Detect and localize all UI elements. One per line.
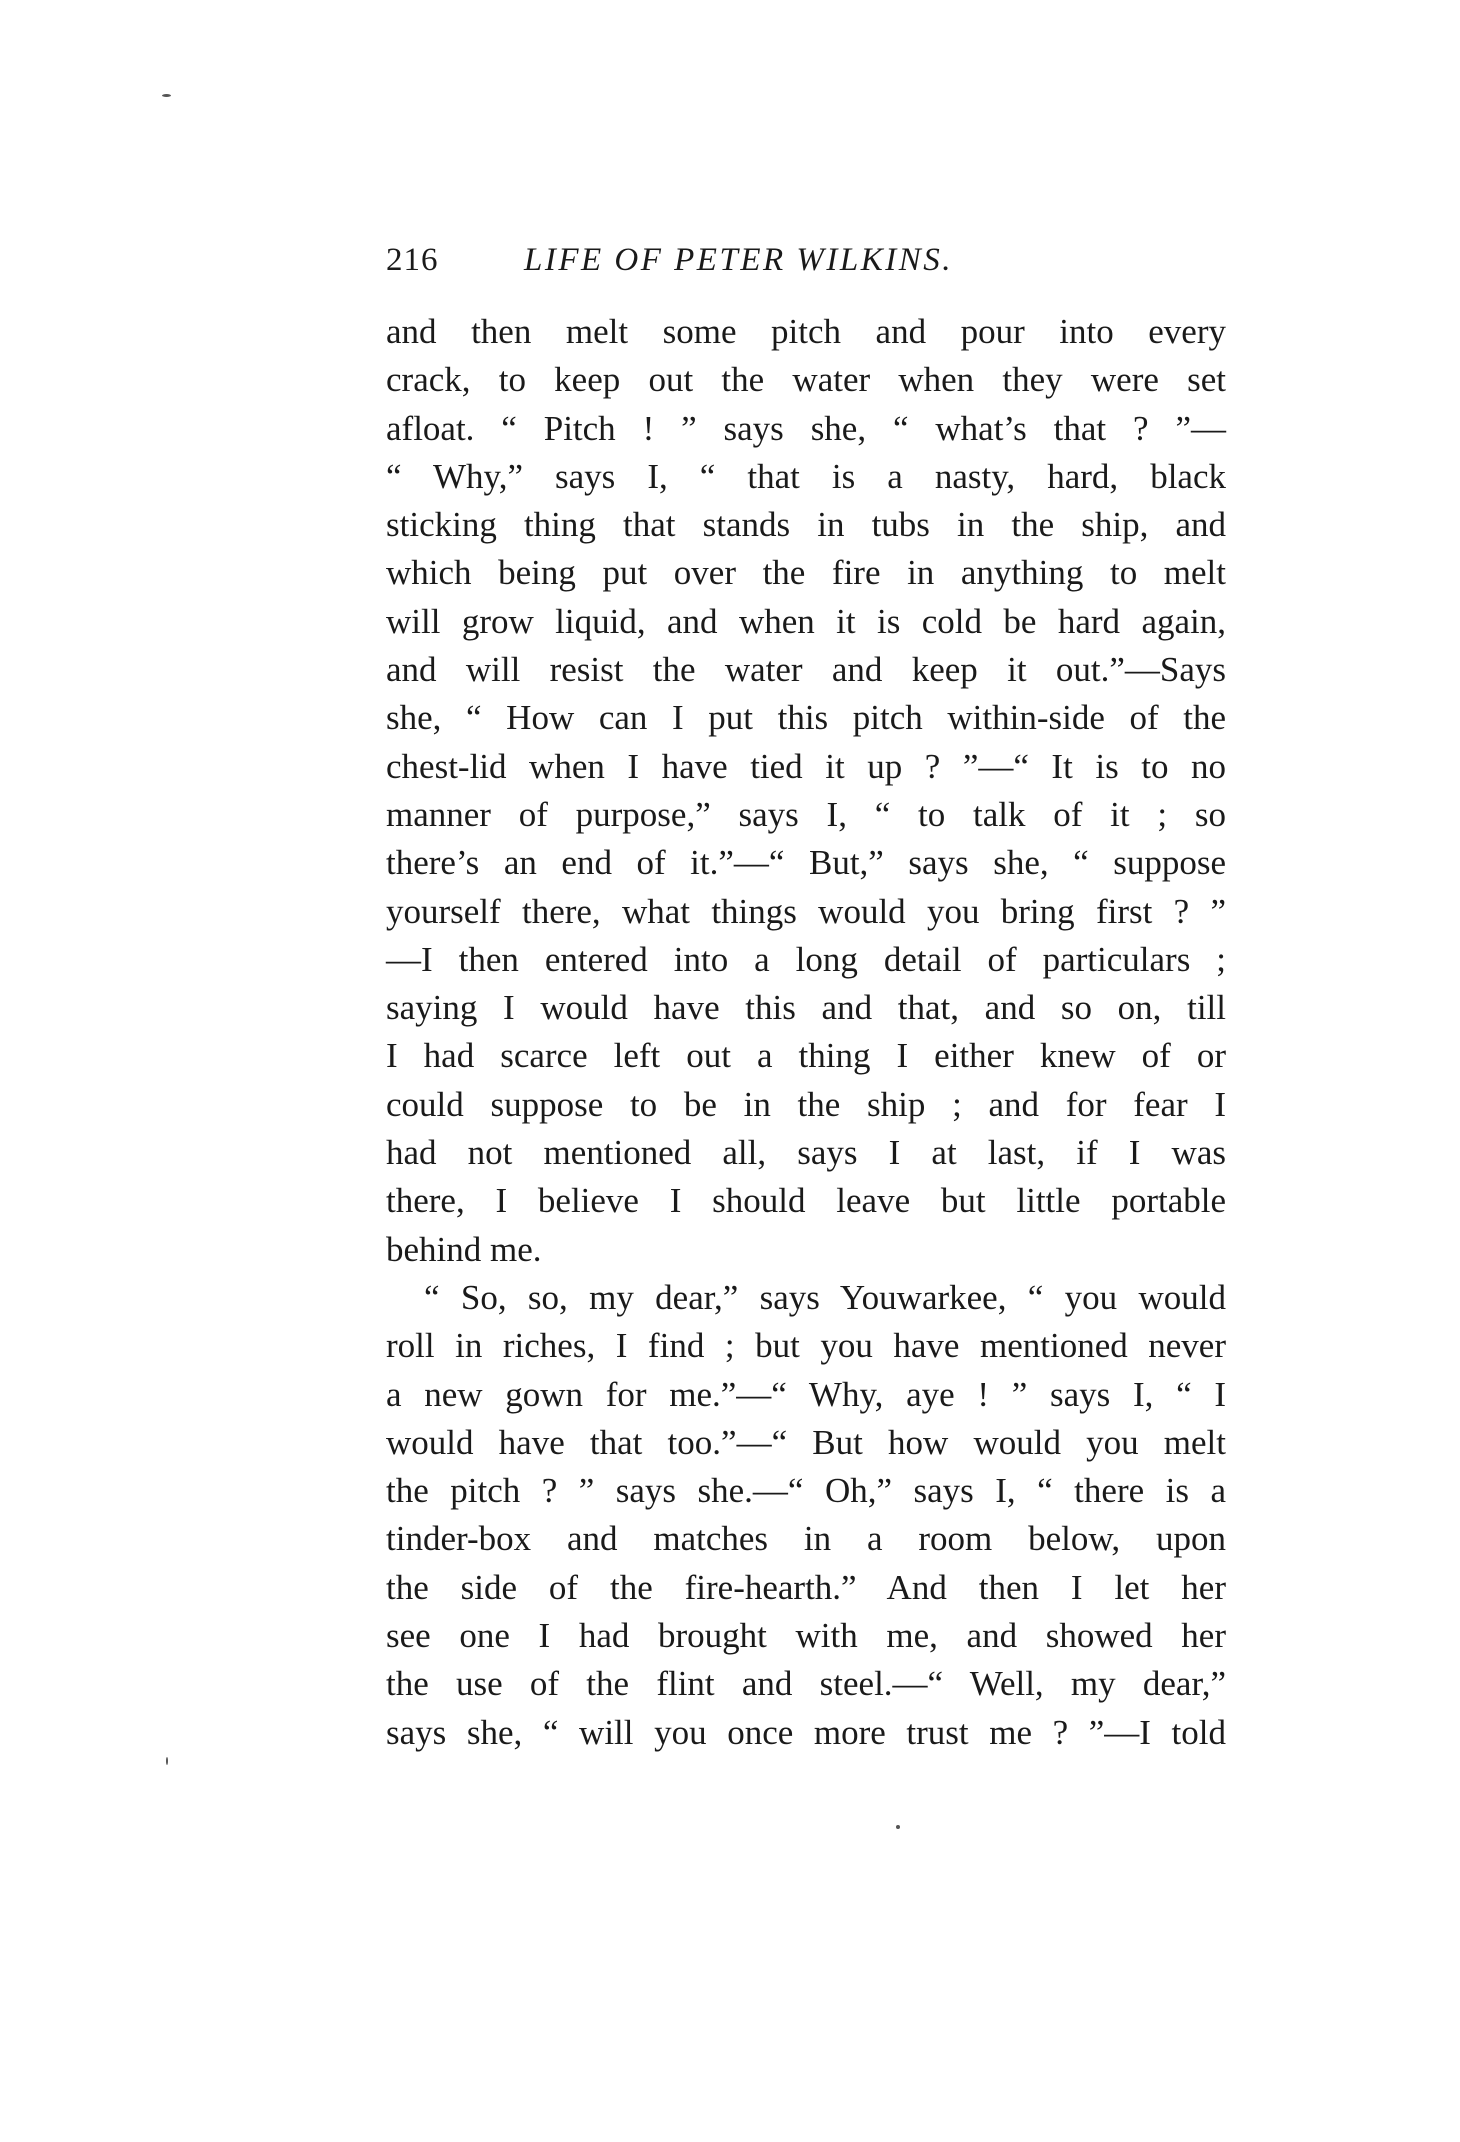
text-line: which being put over the fire in anything to melt [386, 553, 1226, 593]
text-line: had not mentioned all, says I at last, if I was [386, 1133, 1226, 1173]
text-line: the pitch ? ” says she.—“ Oh,” says I, “ there is a [386, 1471, 1226, 1511]
text-line: “ So, so, my dear,” says Youwarkee, “ you would [424, 1277, 1226, 1317]
text-line: tinder-box and matches in a room below, upon [386, 1519, 1226, 1559]
text-line: yourself there, what things would you bring first ? ” [386, 891, 1226, 931]
text-line: roll in riches, I find ; but you have mentioned never [386, 1326, 1226, 1366]
text-line: I had scarce left out a thing I either knew of or [386, 1036, 1226, 1076]
running-head [386, 236, 1266, 284]
text-line: behind me. [386, 1229, 542, 1269]
text-line: saying I would have this and that, and so on, till [386, 988, 1226, 1028]
text-line: the side of the fire-hearth.” And then I let her [386, 1567, 1226, 1607]
text-line: manner of purpose,” says I, “ to talk of it ; so [386, 794, 1226, 834]
ink-speck [166, 1757, 168, 1765]
paragraph [386, 1274, 1226, 1757]
running-title: LIFE OF PETER WILKINS. [524, 242, 953, 278]
page-number: 216 [386, 242, 439, 278]
text-line: and then melt some pitch and pour into every [386, 312, 1226, 351]
text-line: see one I had brought with me, and showed her [386, 1616, 1226, 1656]
text-line: “ Why,” says I, “ that is a nasty, hard, black [386, 456, 1226, 496]
ink-speck [896, 1825, 900, 1829]
text-line: will grow liquid, and when it is cold be hard again, [386, 601, 1226, 641]
text-line: the use of the flint and steel.—“ Well, my dear,” [386, 1664, 1226, 1704]
body-text [386, 308, 1226, 1757]
text-line: there, I believe I should leave but little portable [386, 1181, 1226, 1221]
text-line: she, “ How can I put this pitch within-side of the [386, 698, 1226, 738]
paragraph [386, 308, 1226, 1274]
text-line: afloat. “ Pitch ! ” says she, “ what’s that ? ”— [386, 408, 1226, 448]
text-line: —I then entered into a long detail of particulars ; [386, 939, 1226, 979]
text-line: a new gown for me.”—“ Why, aye ! ” says I, “ I [386, 1374, 1226, 1414]
text-line: crack, to keep out the water when they were set [386, 360, 1226, 400]
ink-speck [162, 94, 171, 97]
text-line: and will resist the water and keep it out.”—Says [386, 650, 1226, 690]
text-line: could suppose to be in the ship ; and for fear I [386, 1084, 1226, 1124]
text-line: there’s an end of it.”—“ But,” says she, “ suppose [386, 843, 1226, 883]
text-line: says she, “ will you once more trust me ? ”—I told [386, 1712, 1226, 1752]
text-line: chest-lid when I have tied it up ? ”—“ It is to no [386, 746, 1226, 786]
text-line: would have that too.”—“ But how would you melt [386, 1422, 1226, 1462]
text-line: sticking thing that stands in tubs in the ship, and [386, 505, 1226, 545]
